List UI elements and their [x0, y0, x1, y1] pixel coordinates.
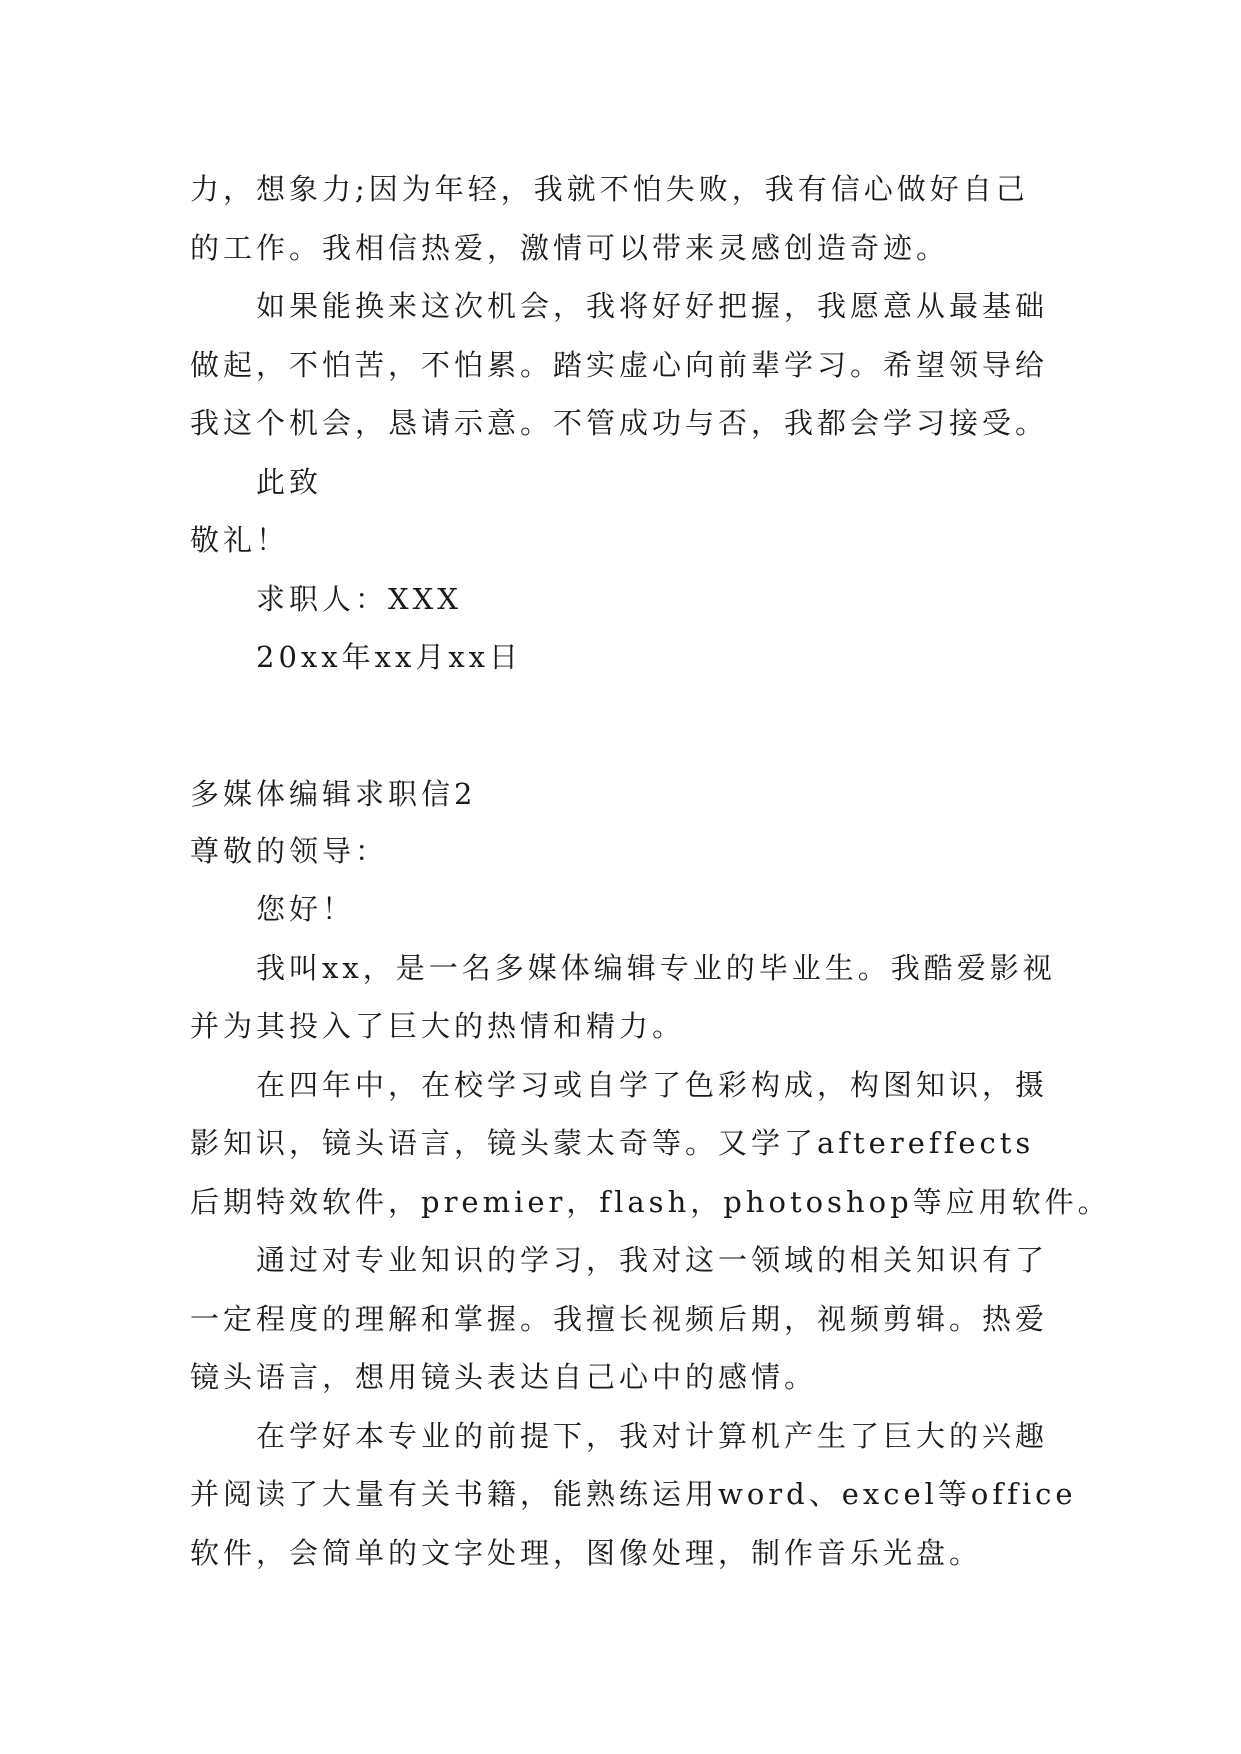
- body-line: 的工作。我相信热爱，激情可以带来灵感创造奇迹。: [190, 230, 950, 265]
- signature-line: 求职人：XXX: [256, 581, 462, 616]
- date-line: 20xx年xx月xx日: [256, 640, 523, 674]
- body-line: 后期特效软件，premier，flash，photoshop等应用软件。: [190, 1184, 1111, 1219]
- salutation: 尊敬的领导：: [190, 833, 389, 868]
- section-gap: [190, 687, 1070, 767]
- paragraph-start-line: 在学好本专业的前提下，我对计算机产生了巨大的兴趣: [256, 1418, 1049, 1453]
- body-line: 并阅读了大量有关书籍，能熟练运用word、excel等office: [190, 1477, 1077, 1511]
- body-line: 一定程度的理解和掌握。我擅长视频后期，视频剪辑。热爱: [190, 1301, 1049, 1336]
- paragraph-start-line: 如果能换来这次机会，我将好好把握，我愿意从最基础: [256, 289, 1049, 323]
- paragraph-start-line: 在四年中，在校学习或自学了色彩构成，构图知识，摄: [256, 1067, 1049, 1102]
- body-line: 镜头语言，想用镜头表达自己心中的感情。: [190, 1360, 818, 1394]
- body-line: 力，想象力;因为年轻，我就不怕失败，我有信心做好自己: [190, 172, 1029, 206]
- body-line: 我这个机会，恳请示意。不管成功与否，我都会学习接受。: [190, 406, 1049, 440]
- body-line: 做起，不怕苦，不怕累。踏实虚心向前辈学习。希望领导给: [190, 347, 1049, 382]
- body-line: 软件，会简单的文字处理，图像处理，制作音乐光盘。: [190, 1535, 983, 1570]
- paragraph-start-line: 我叫xx，是一名多媒体编辑专业的毕业生。我酷爱影视: [256, 950, 1056, 985]
- body-line: 并为其投入了巨大的热情和精力。: [190, 1009, 686, 1043]
- letter-title: 多媒体编辑求职信2: [190, 776, 477, 811]
- closing-salute: 敬礼！: [190, 523, 290, 557]
- closing-phrase: 此致: [256, 464, 323, 499]
- greeting: 您好！: [256, 892, 356, 926]
- document-body: [190, 160, 1111, 1582]
- body-line: 影知识，镜头语言，镜头蒙太奇等。又学了aftereffects: [190, 1126, 1035, 1160]
- paragraph-start-line: 通过对专业知识的学习，我对这一领域的相关知识有了: [256, 1243, 1049, 1277]
